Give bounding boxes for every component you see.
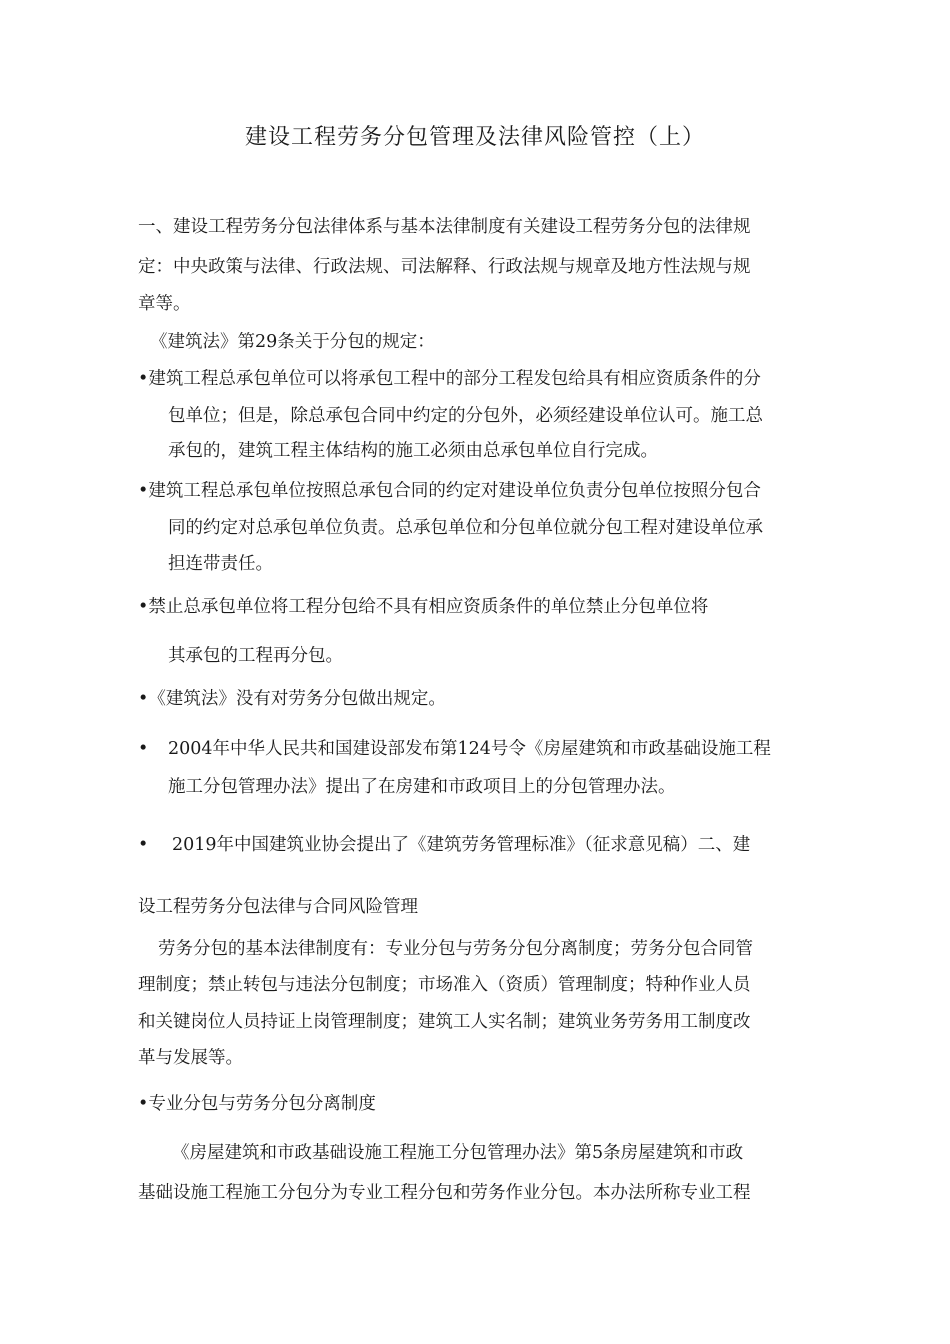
paragraph-line: 施工分包管理办法》提出了在房建和市政项目上的分包管理办法。 [168, 777, 676, 797]
bullet-glyph: • [138, 835, 149, 855]
paragraph-line: 担连带责任。 [168, 554, 273, 574]
section-heading: 设工程劳务分包法律与合同风险管理 [138, 897, 418, 917]
list-item: •建筑工程总承包单位按照总承包合同的约定对建设单位负责分包单位按照分包合 [138, 481, 761, 501]
paragraph-line: 承包的，建筑工程主体结构的施工必须由总承包单位自行完成。 [168, 441, 658, 461]
paragraph-line: 定：中央政策与法律、行政法规、司法解释、行政法规与规章及地方性法规与规 [138, 257, 751, 277]
bullet-glyph: • [138, 739, 149, 759]
list-item: •《建筑法》没有对劳务分包做出规定。 [138, 689, 446, 709]
list-item: •专业分包与劳务分包分离制度 [138, 1094, 376, 1114]
list-item: •建筑工程总承包单位可以将承包工程中的部分工程发包给具有相应资质条件的分 [138, 369, 761, 389]
paragraph-line: 《建筑法》第29条关于分包的规定： [150, 332, 435, 352]
paragraph-line: 其承包的工程再分包。 [168, 646, 343, 666]
paragraph-line: 一、建设工程劳务分包法律体系与基本法律制度有关建设工程劳务分包的法律规 [138, 217, 751, 237]
paragraph-line: 章等。 [138, 294, 191, 314]
paragraph-line: 劳务分包的基本法律制度有：专业分包与劳务分包分离制度；劳务分包合同管 [158, 939, 753, 959]
paragraph-line: 革与发展等。 [138, 1048, 243, 1068]
list-item: 2004年中华人民共和国建设部发布第124号令《房屋建筑和市政基础设施工程 [168, 739, 771, 759]
paragraph-line: 《房屋建筑和市政基础设施工程施工分包管理办法》第5条房屋建筑和市政 [172, 1143, 744, 1163]
paragraph-line: 理制度；禁止转包与违法分包制度；市场准入（资质）管理制度；特种作业人员 [138, 975, 751, 995]
document-title: 建设工程劳务分包管理及法律风险管控（上） [244, 125, 705, 150]
paragraph-line: 基础设施工程施工分包分为专业工程分包和劳务作业分包。本办法所称专业工程 [138, 1183, 751, 1203]
list-item: 2019年中国建筑业协会提出了《建筑劳务管理标准》（征求意见稿）二、建 [172, 835, 751, 855]
paragraph-line: 包单位；但是，除总承包合同中约定的分包外，必须经建设单位认可。施工总 [168, 406, 763, 426]
paragraph-line: 同的约定对总承包单位负责。总承包单位和分包单位就分包工程对建设单位承 [168, 518, 763, 538]
paragraph-line: 和关键岗位人员持证上岗管理制度；建筑工人实名制；建筑业务劳务用工制度改 [138, 1012, 751, 1032]
list-item: •禁止总承包单位将工程分包给不具有相应资质条件的单位禁止分包单位将 [138, 597, 709, 617]
